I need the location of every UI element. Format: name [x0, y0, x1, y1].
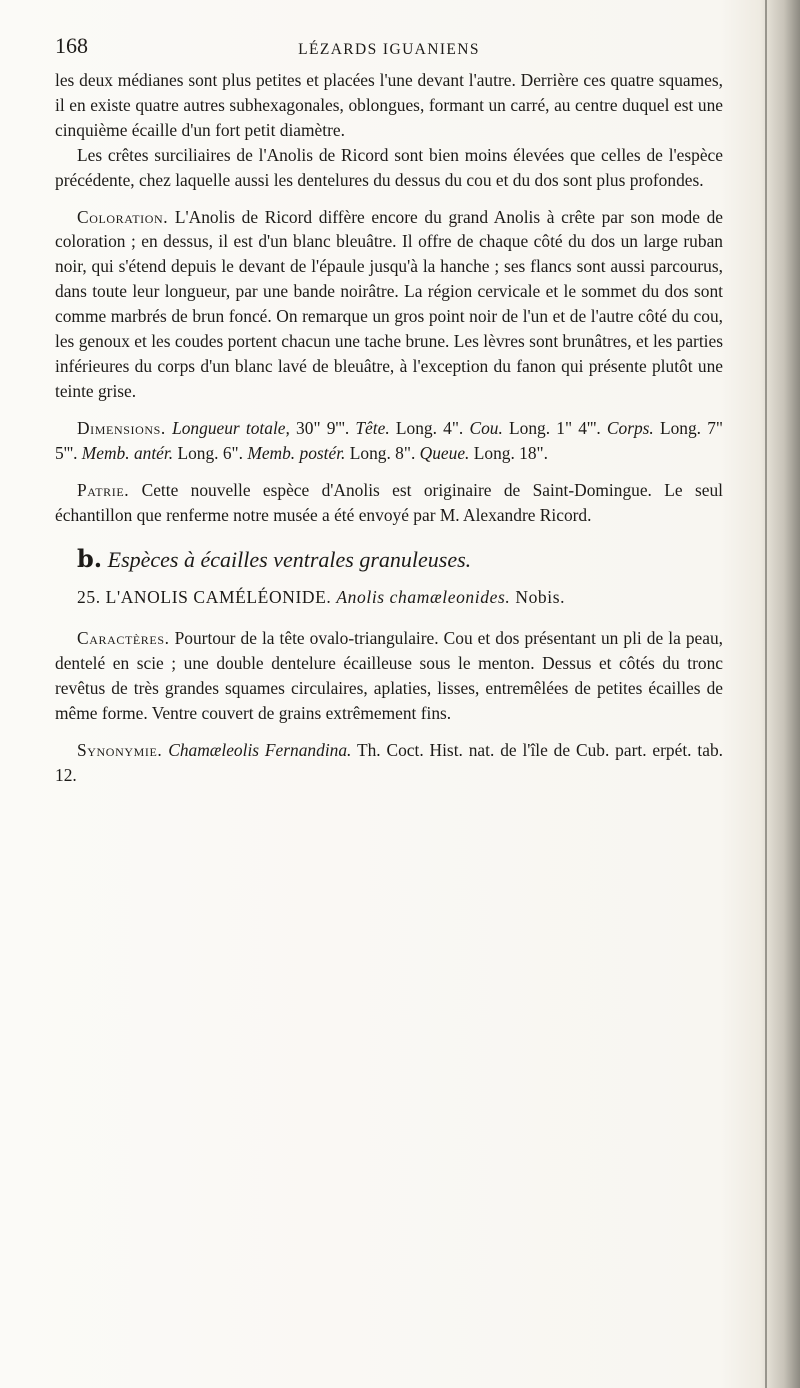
dim-total-label: Longueur totale, [172, 417, 290, 438]
text-column [55, 34, 723, 788]
dim-head-label: Tête. [355, 417, 390, 438]
section-heading [77, 544, 723, 574]
dim-forelimb-label: Memb. antér. [81, 442, 174, 463]
dim-tail-label: Queue. [419, 442, 470, 463]
dim-tail-value: Long. 18". [469, 442, 548, 463]
dim-body-value: Long. 7" 5'''. [55, 417, 724, 463]
dim-forelimb-value: Long. 6". [173, 442, 248, 463]
section-title: Espèces à écailles ventrales granuleuses. [107, 547, 472, 573]
dim-head-value: Long. 4". [389, 417, 470, 438]
patrie-text: Cette nouvelle espèce d'Anolis est originaire de Saint-Domingue. Le seul échantillon que renferme notre musée a été envoyé par M. Alexandre Ricord. [55, 479, 723, 525]
section-letter: b. [77, 544, 103, 574]
running-title: LÉZARDS IGUANIENS [298, 41, 480, 58]
synonymie-label: Synonymie. [77, 739, 163, 760]
paragraph-dimensions [55, 416, 723, 466]
species-name: 25. L'ANOLIS CAMÉLÉONIDE. [77, 587, 332, 608]
dim-neck-value: Long. 1" 4'''. [502, 417, 607, 438]
synonymie-text: Th. Coct. Hist. nat. de l'île de Cub. part. erpét. tab. 12. [55, 739, 723, 785]
caracteres-label: Caractères. [77, 628, 170, 649]
paragraph-synonymie [55, 738, 723, 788]
synonymie-italic: Chamæleolis Fernandina. [168, 739, 352, 760]
dim-hindlimb-label: Memb. postér. [247, 442, 346, 463]
paragraph-continuation: les deux médianes sont plus petites et placées l'une devant l'autre. Derrière ces quatre squames, il en existe quatre autres subhexagonales, oblongues, formant un carré, au centre duquel est une cinquième écaille d'un fort petit diamètre. [55, 70, 723, 140]
page-number: 168 [55, 33, 88, 58]
paragraph-caracteres [55, 626, 723, 726]
caracteres-text: Pourtour de la tête ovalo-triangulaire. Cou et dos présentant un pli de la peau, dentelé en scie ; une double dentelure écailleuse sous le menton. Dessus et côtés du tronc revêtus de très grandes squames circulaires, aplaties, lisses, entremêlées de petites écailles de même forme. Ventre couvert de grains extrêmement fins. [55, 628, 723, 723]
species-heading [77, 585, 723, 610]
dim-neck-label: Cou. [469, 417, 503, 438]
paragraph-coloration [55, 205, 723, 404]
book-gutter-line [765, 0, 767, 1388]
dim-hindlimb-value: Long. 8". [345, 442, 420, 463]
species-author: Nobis. [515, 587, 566, 608]
dim-total-value: 30" 9'''. [289, 417, 356, 438]
patrie-label: Patrie. [77, 479, 130, 500]
coloration-text: L'Anolis de Ricord diffère encore du grand Anolis à crête par son mode de coloration ; en dessus, il est d'un blanc bleuâtre. Il offre de chaque côté du dos un large ruban noir, qui s'étend depuis le devant de l'épaule jusqu'à la hanche ; ses flancs sont aussi parcourus, dans toute leur longueur, par une bande noirâtre. La région cervicale et le sommet du dos sont comme marbrés de brun foncé. On remarque un gros point noir de l'un et de l'autre côté du cou, les genoux et les coudes portent chacun une tache brune. Les lèvres sont brunâtres, et les parties inférieures du corps d'un blanc lavé de bleuâtre, à l'exception du fanon qui présente plutôt une teinte grise. [55, 206, 723, 401]
page-header [55, 34, 723, 68]
paragraph-cretes: Les crêtes surciliaires de l'Anolis de Ricord sont bien moins élevées que celles de l'espèce précédente, chez laquelle aussi les dentelures du dessus du cou et du dos sont plus profondes. [55, 144, 723, 190]
species-latin: Anolis chamæleonides. [336, 587, 511, 608]
coloration-label: Coloration. [77, 206, 169, 227]
dim-body-label: Corps. [606, 417, 654, 438]
dimensions-label: Dimensions. [77, 417, 166, 438]
paragraph-patrie [55, 478, 723, 528]
